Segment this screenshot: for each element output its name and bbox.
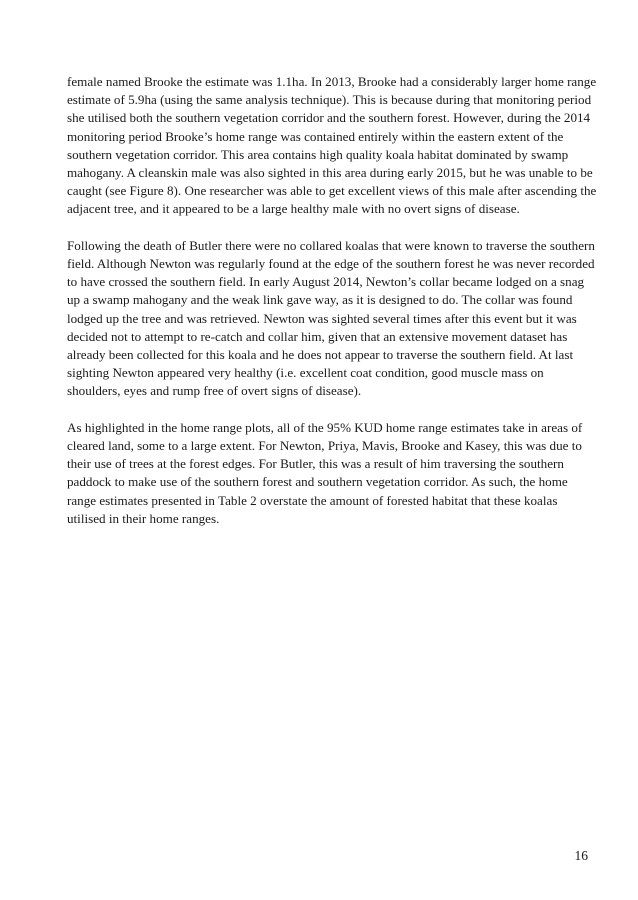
text-line: caught (see Figure 8). One researcher was able to get excellent views of this male after ascending the (67, 183, 597, 199)
text-line: cleared land, some to a large extent. For Newton, Priya, Mavis, Brooke and Kasey, this was due to (67, 438, 582, 454)
text-line: decided not to attempt to re-catch and collar him, given that an extensive movement dataset has (67, 328, 568, 344)
text-line: mahogany. A cleanskin male was also sighted in this area during early 2015, but he was unable to be (67, 165, 593, 181)
text-line: Following the death of Butler there were no collared koalas that were known to traverse the southern (67, 237, 595, 253)
text-line: already been collected for this koala and he does not appear to traverse the southern field. At last (67, 347, 574, 363)
text-line: southern vegetation corridor. This area contains high quality koala habitat dominated by swamp (67, 146, 569, 162)
text-line: up a swamp mahogany and the weak link gave way, as it is designed to do. The collar was found (67, 292, 573, 308)
text-line: female named Brooke the estimate was 1.1ha. In 2013, Brooke had a considerably larger home range (67, 74, 597, 89)
text-line: utilised in their home ranges. (67, 510, 220, 526)
text-line: paddock to make use of the southern forest and southern vegetation corridor. As such, the home (67, 474, 568, 490)
text-line: their use of trees at the forest edges. For Butler, this was a result of him traversing the southern (67, 456, 564, 472)
paragraph-newton-collar (67, 237, 595, 401)
text-line: field. Although Newton was regularly found at the edge of the southern forest he was never recorded (67, 256, 595, 272)
text-line: she utilised both the southern vegetation corridor and the southern forest. However, during the 2014 (67, 110, 591, 126)
text-line: to have crossed the southern field. In early August 2014, Newton’s collar became lodged on a snag (67, 274, 585, 290)
text-line: estimate of 5.9ha (using the same analysis technique). This is because during that monitoring period (67, 92, 592, 108)
paragraph-kud-estimates (67, 419, 584, 528)
text-line: range estimates presented in Table 2 overstate the amount of forested habitat that these koalas (67, 492, 558, 508)
text-line: monitoring period Brooke’s home range was contained entirely within the eastern extent of the (67, 128, 564, 144)
text-line: lodged up the tree and was retrieved. Newton was sighted several times after this event but it was (67, 310, 577, 326)
page-number: 16 (574, 848, 588, 863)
text-line: As highlighted in the home range plots, all of the 95% KUD home range estimates take in areas of (67, 419, 583, 435)
body-text (67, 73, 597, 546)
paragraph-brooke-home-range (67, 73, 597, 219)
text-line: shoulders, eyes and rump free of overt signs of disease). (67, 383, 362, 399)
text-line: adjacent tree, and it appeared to be a large healthy male with no overt signs of disease. (67, 201, 520, 217)
text-line: sighting Newton appeared very healthy (i.e. excellent coat condition, good muscle mass on (67, 365, 544, 381)
